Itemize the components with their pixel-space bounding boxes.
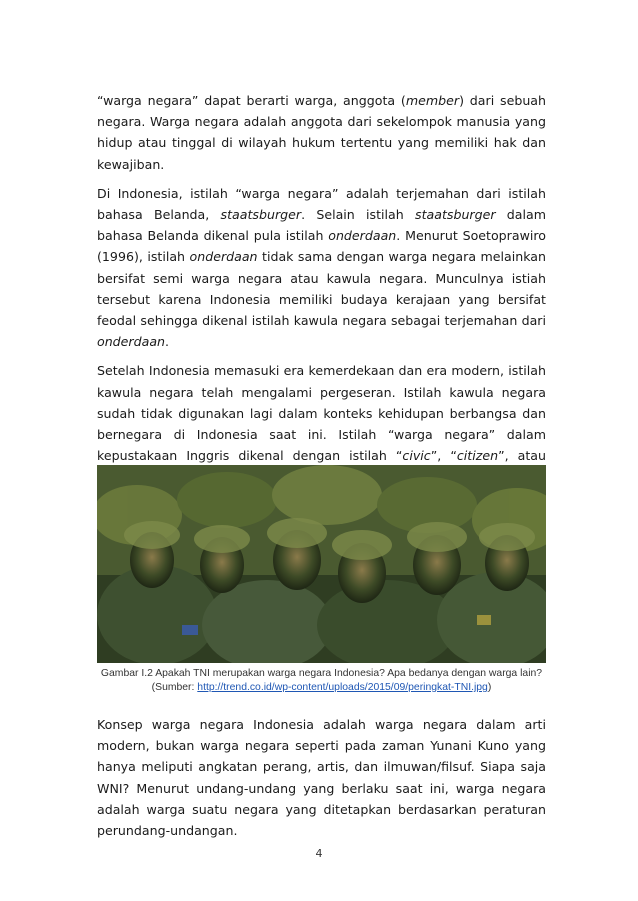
paragraph-1 bbox=[97, 90, 546, 175]
text-run: Setelah Indonesia memasuki era kemerdekaan dan era modern, istilah kawula negara telah mengalami pergeseran. Istilah kawula negara sudah tidak digunakan lagi dalam konteks kehidupan berbangsa dan bernegara di Indonesia saat ini. Istilah “warga negara” dalam kepustakaan Inggris dikenal dengan istilah “ bbox=[97, 363, 546, 464]
paragraph-4 bbox=[97, 714, 546, 841]
text-run: . bbox=[165, 334, 170, 350]
figure-caption bbox=[97, 667, 546, 695]
text-run: Konsep warga negara Indonesia adalah warga negara dalam arti modern, bukan warga negara seperti pada zaman Yunani Kuno yang hanya meliputi angkatan perang, artis, dan ilmuwan/filsuf. Siapa saja WNI? Menurut undang-undang yang berlaku saat ini, warga negara adalah warga suatu negara yang ditetapkan berdasarkan peraturan perundang-undangan. bbox=[97, 717, 546, 839]
text-run: tidak sama dengan warga negara melainkan bersifat semi warga negara atau kawula negara. Munculnya istiah tersebut karena Indonesia memiliki budaya kerajaan yang bersifat feodal sehingga dikenal istilah kawula negara sebagai terjemahan dari bbox=[97, 249, 546, 329]
body-text-continued bbox=[97, 714, 546, 849]
caption-closing: ) bbox=[487, 682, 492, 693]
text-run: ”, atau bbox=[498, 448, 547, 464]
text-run: . Menurut Soetoprawiro (1996), istilah bbox=[97, 228, 546, 265]
italic-term: staatsburger bbox=[220, 207, 302, 223]
soldiers-photo-illustration bbox=[97, 465, 546, 663]
italic-term: onderdaan bbox=[189, 249, 258, 265]
text-run: dalam bahasa Belanda dikenal pula istilah bbox=[97, 207, 546, 244]
text-run: ”, “ bbox=[430, 448, 457, 464]
text-run: ) dari sebuah negara. Warga negara adalah anggota dari sekelompok manusia yang hidup atau tinggal di wilayah hukum tertentu yang memiliki hak dan kewajiban. bbox=[97, 93, 546, 172]
caption-source-link[interactable]: http://trend.co.id/wp-content/uploads/2015/09/peringkat-TNI.jpg bbox=[197, 682, 488, 693]
italic-term: staatsburger bbox=[415, 207, 496, 223]
italic-term: onderdaan bbox=[328, 228, 397, 244]
text-run: Di Indonesia, istilah “warga negara” adalah terjemahan dari istilah bahasa Belanda, bbox=[97, 185, 546, 223]
italic-term: member bbox=[405, 93, 460, 108]
italic-term: civic bbox=[402, 448, 431, 464]
text-run: “warga negara” dapat berarti warga, anggota ( bbox=[97, 93, 406, 108]
italic-term: onderdaan bbox=[97, 334, 166, 350]
soldiers-photo bbox=[97, 465, 546, 663]
italic-term: citizen bbox=[456, 448, 499, 464]
text-run: . Selain istilah bbox=[301, 207, 416, 223]
page-number: 4 bbox=[315, 847, 323, 860]
caption-text: Gambar I.2 Apakah TNI merupakan warga negara Indonesia? Apa bedanya dengan warga lain? (Sumber: bbox=[100, 668, 543, 693]
paragraph-2 bbox=[97, 183, 546, 353]
